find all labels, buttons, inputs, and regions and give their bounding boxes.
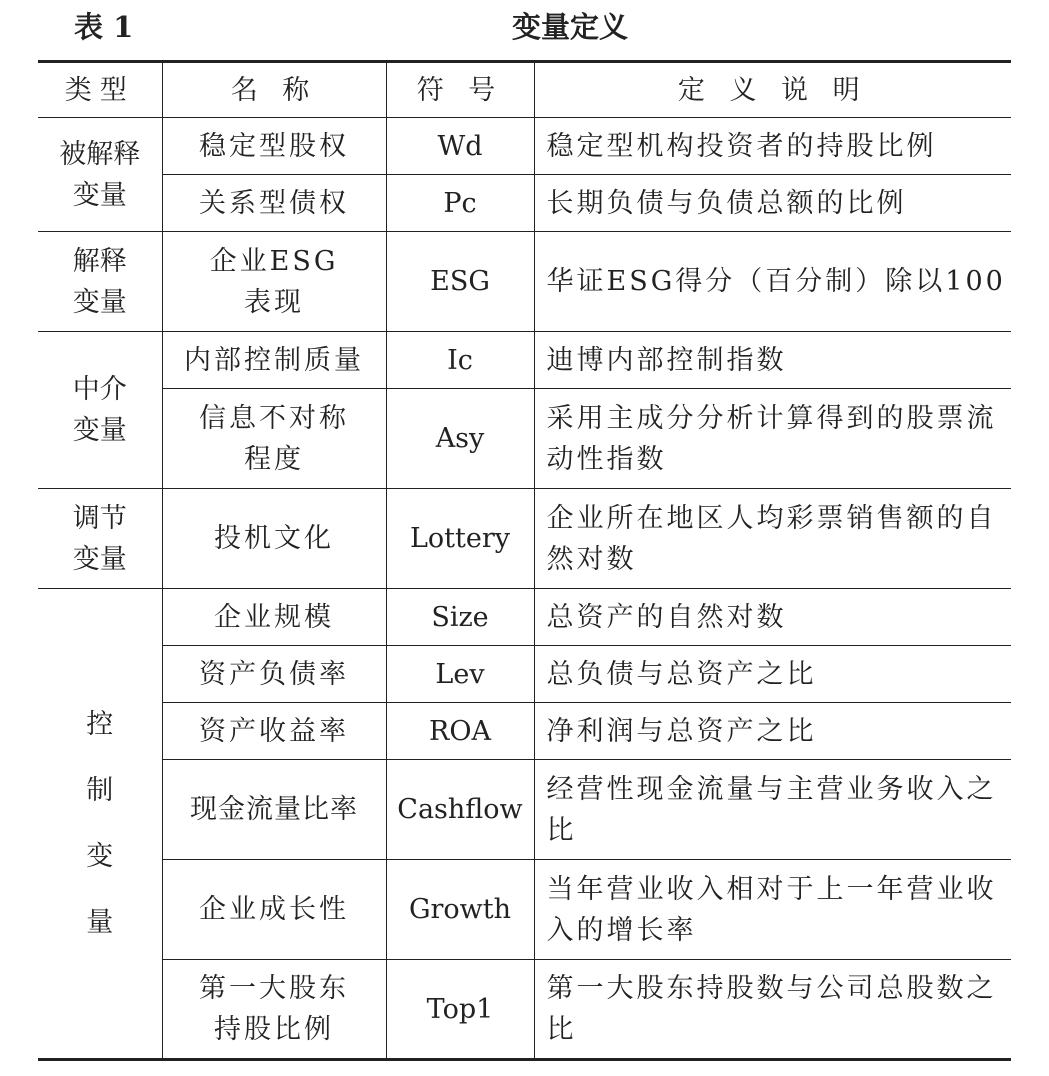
symbol-cell: Lottery (386, 489, 534, 589)
header-symbol: 符 号 (386, 62, 534, 118)
symbol-cell: Pc (386, 175, 534, 232)
symbol-cell: Ic (386, 332, 534, 389)
table-title: 变量定义 (511, 10, 628, 44)
symbol-cell: ESG (386, 232, 534, 332)
definition-cell: 华证ESG得分（百分制）除以100 (534, 232, 1011, 332)
table-row (38, 175, 1011, 232)
definition-cell: 总负债与总资产之比 (534, 646, 1011, 703)
symbol-cell: Size (386, 589, 534, 646)
table-row (38, 703, 1011, 760)
name-cell: 关系型债权 (162, 175, 386, 232)
definition-cell: 企业所在地区人均彩票销售额的自然对数 (534, 489, 1011, 589)
name-cell: 企业ESG 表现 (162, 232, 386, 332)
header-name: 名 称 (162, 62, 386, 118)
table-row (38, 860, 1011, 960)
name-cell: 企业成长性 (162, 860, 386, 960)
table-row (38, 646, 1011, 703)
name-cell: 稳定型股权 (162, 118, 386, 175)
name-cell: 内部控制质量 (162, 332, 386, 389)
table-row (38, 489, 1011, 589)
name-cell: 企业规模 (162, 589, 386, 646)
symbol-cell: Growth (386, 860, 534, 960)
variable-definition-table (38, 60, 1011, 1061)
table-row (38, 960, 1011, 1060)
header-type: 类型 (38, 62, 162, 118)
definition-cell: 采用主成分分析计算得到的股票流动性指数 (534, 389, 1011, 489)
symbol-cell: Cashflow (386, 760, 534, 860)
type-cell-control: 控 制 变 量 (38, 589, 162, 1060)
name-cell: 现金流量比率 (162, 760, 386, 860)
header-row (38, 62, 1011, 118)
table-row (38, 589, 1011, 646)
table-row (38, 232, 1011, 332)
table-row (38, 118, 1011, 175)
definition-cell: 迪博内部控制指数 (534, 332, 1011, 389)
definition-cell: 净利润与总资产之比 (534, 703, 1011, 760)
type-cell-explanatory: 解释 变量 (38, 232, 162, 332)
definition-cell: 稳定型机构投资者的持股比例 (534, 118, 1011, 175)
table-number: 表 1 (74, 10, 134, 44)
symbol-cell: Wd (386, 118, 534, 175)
name-cell: 资产负债率 (162, 646, 386, 703)
name-cell: 投机文化 (162, 489, 386, 589)
table-row (38, 332, 1011, 389)
symbol-cell: Asy (386, 389, 534, 489)
definition-cell: 第一大股东持股数与公司总股数之比 (534, 960, 1011, 1060)
symbol-cell: ROA (386, 703, 534, 760)
name-cell: 信息不对称 程度 (162, 389, 386, 489)
symbol-cell: Top1 (386, 960, 534, 1060)
name-cell: 第一大股东 持股比例 (162, 960, 386, 1060)
table-caption (0, 4, 1049, 50)
definition-cell: 长期负债与负债总额的比例 (534, 175, 1011, 232)
header-definition: 定 义 说 明 (534, 62, 1011, 118)
type-cell-dependent: 被解释 变量 (38, 118, 162, 232)
definition-cell: 总资产的自然对数 (534, 589, 1011, 646)
definition-cell: 当年营业收入相对于上一年营业收入的增长率 (534, 860, 1011, 960)
table-row (38, 389, 1011, 489)
table-row (38, 760, 1011, 860)
type-cell-mediator: 中介 变量 (38, 332, 162, 489)
symbol-cell: Lev (386, 646, 534, 703)
definition-cell: 经营性现金流量与主营业务收入之比 (534, 760, 1011, 860)
type-cell-moderator: 调节 变量 (38, 489, 162, 589)
name-cell: 资产收益率 (162, 703, 386, 760)
